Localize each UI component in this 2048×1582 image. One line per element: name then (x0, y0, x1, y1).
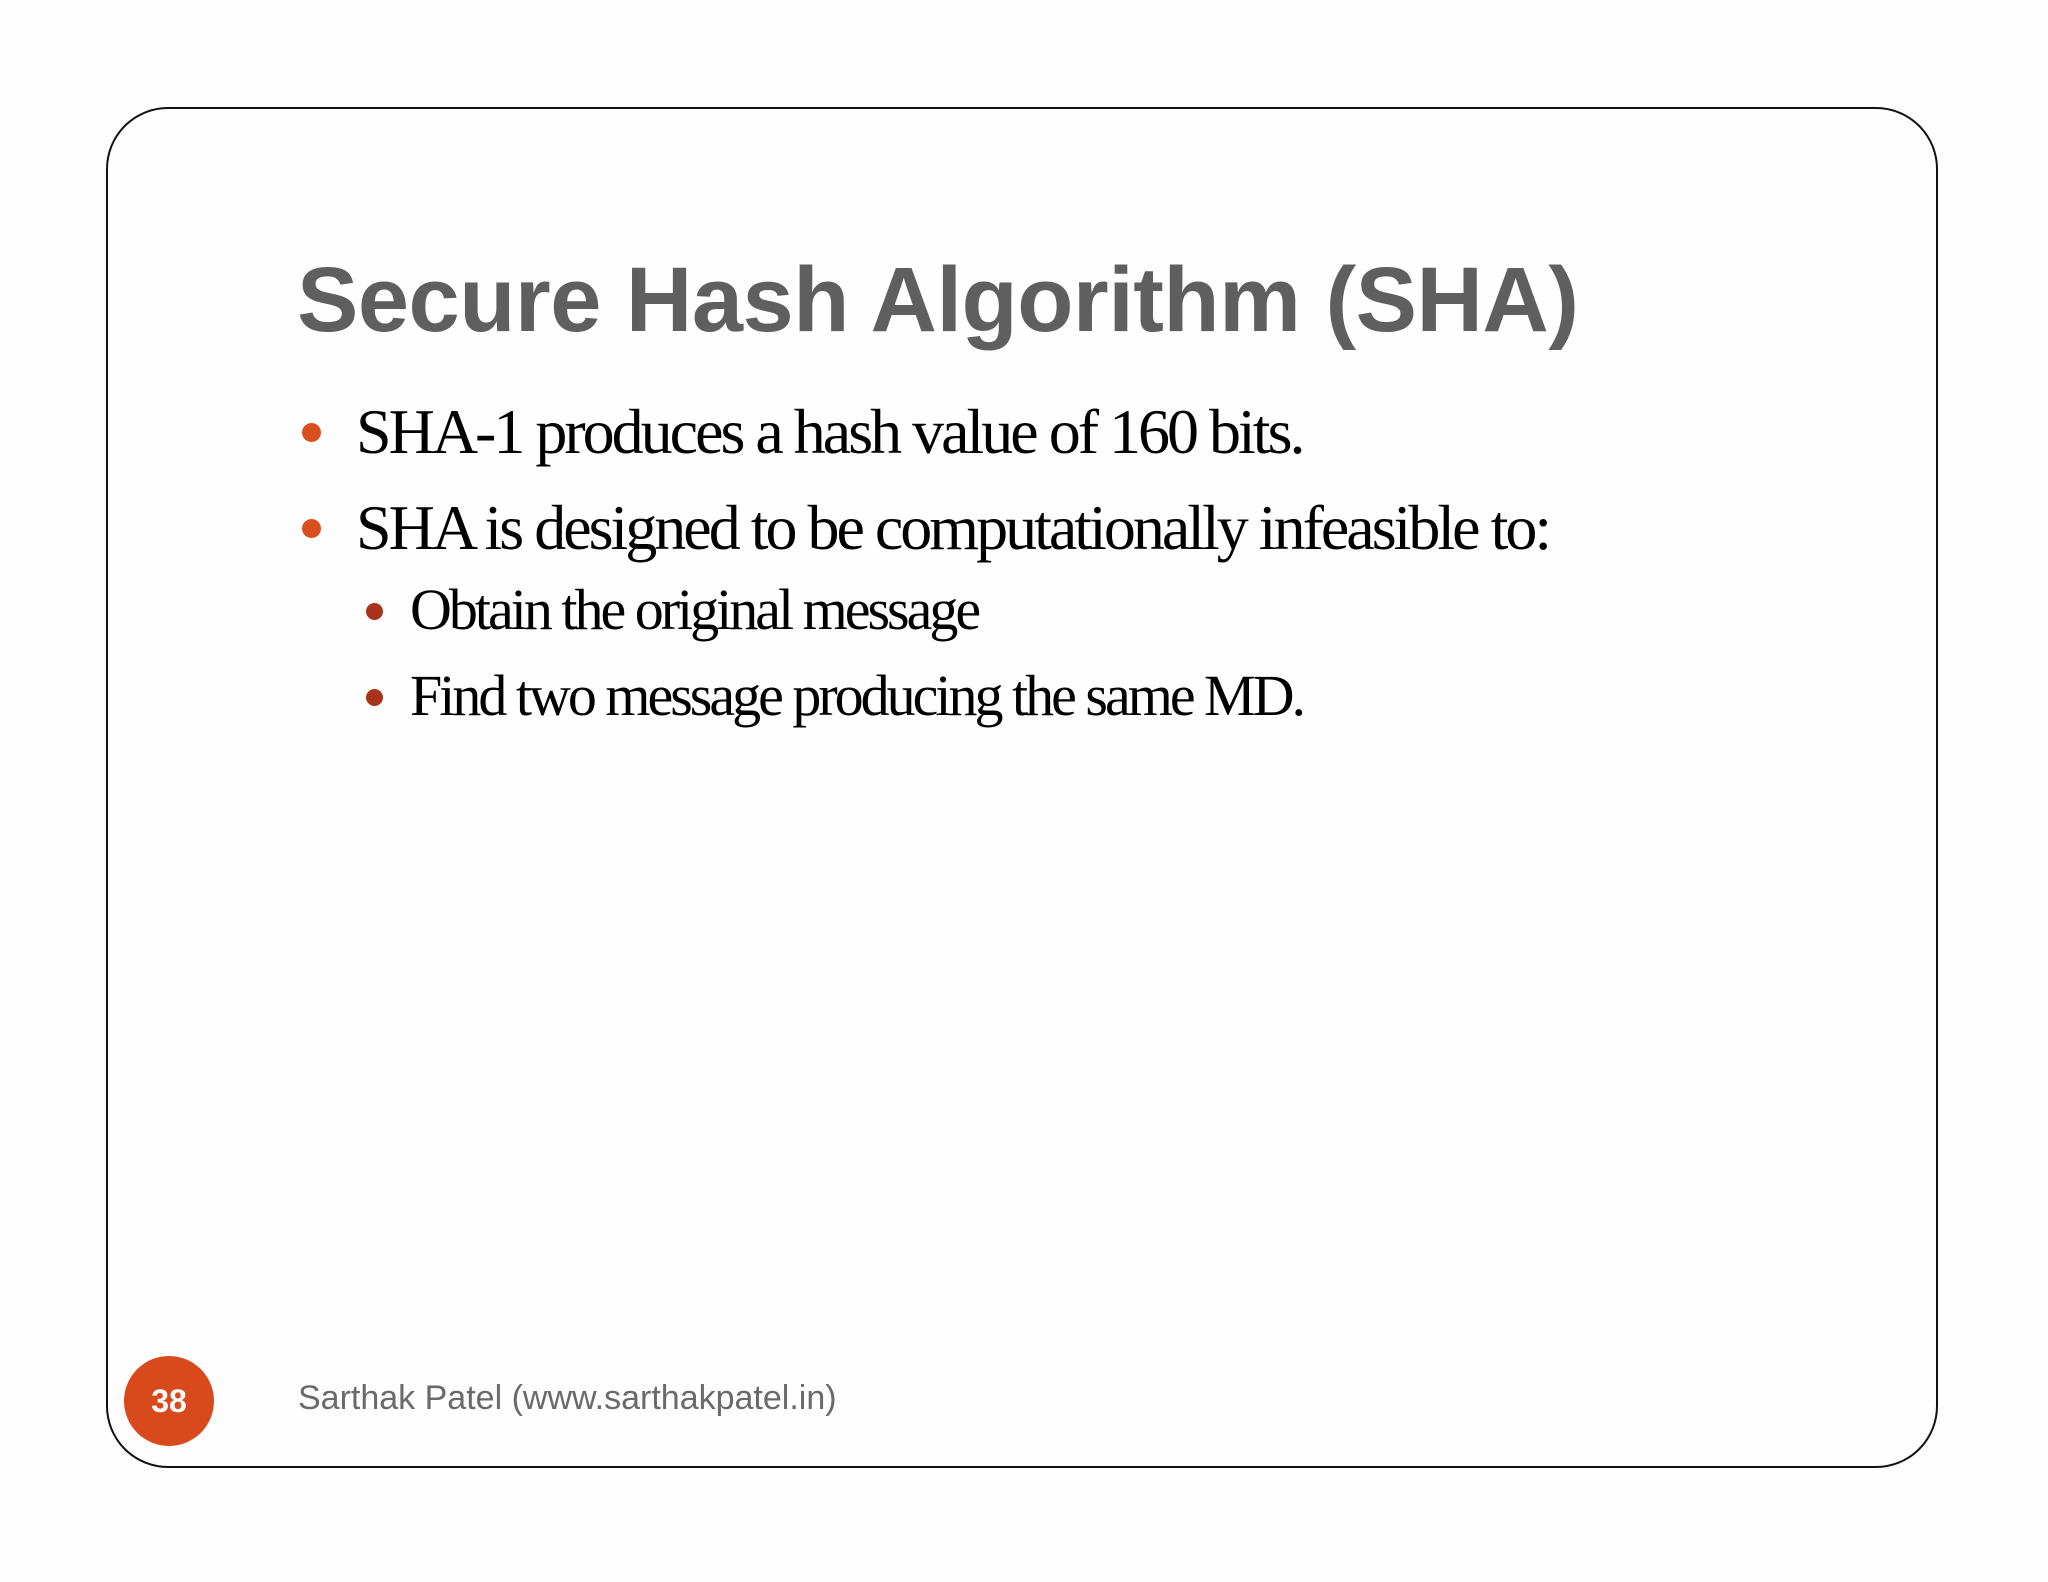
sub-bullet-dot-icon (366, 603, 383, 620)
page-number-badge: 38 (124, 1356, 214, 1446)
bullet-item (300, 486, 1549, 582)
bullet-dot-icon (302, 519, 321, 538)
slide-title: Secure Hash Algorithm (SHA) (297, 249, 1579, 351)
bullet-text: SHA is designed to be computationally infeasible to: (356, 492, 1550, 563)
footer-author: Sarthak Patel (www.sarthakpatel.in) (298, 1379, 837, 1417)
sub-bullet-item (362, 658, 1303, 744)
sub-bullet-dot-icon (366, 689, 383, 706)
sub-bullet-item (362, 572, 1303, 658)
sub-bullet-text: Find two message producing the same MD. (410, 663, 1304, 728)
bullet-text: SHA-1 produces a hash value of 160 bits. (356, 396, 1303, 467)
bullet-list (300, 390, 1549, 582)
sub-bullet-list (362, 572, 1303, 744)
sub-bullet-text: Obtain the original message (410, 577, 979, 642)
bullet-dot-icon (302, 423, 321, 442)
bullet-item (300, 390, 1549, 486)
